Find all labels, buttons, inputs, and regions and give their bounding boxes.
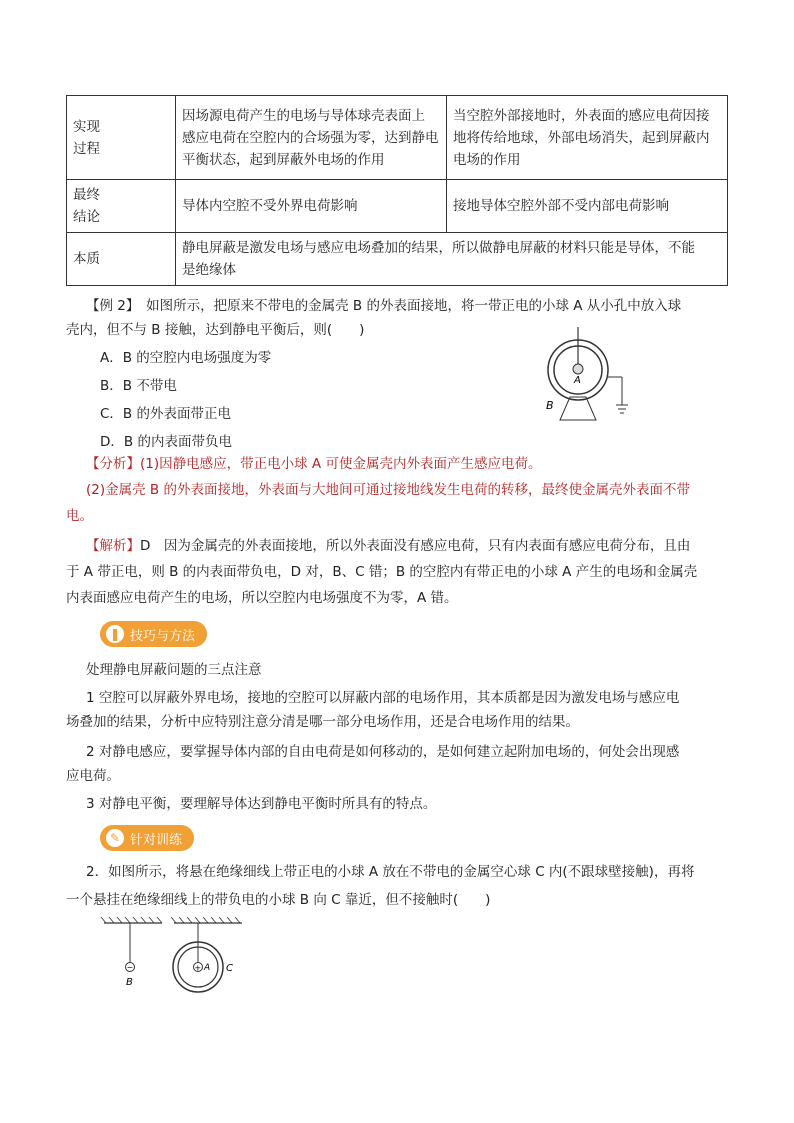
cell [176,233,728,286]
label-line: 实现 [73,118,100,135]
tip-point: 3 对静电平衡，要理解导体达到静电平衡时所具有的特点。 [86,796,437,812]
tip-point: 2 对静电感应，要掌握导体内部的自由电荷是如何移动的，是如何建立起附加电场的，何处会出现感 [86,744,680,760]
label-b: B [546,399,554,412]
cell-line: 因场源电荷产生的电场与导体球壳表面上 [182,107,425,124]
pencil-icon: ✎ [106,829,124,847]
cell-line: 当空腔外部接地时，外表面的感应电荷因接 [453,107,710,124]
cell: 导体内空腔不受外界电荷影响 [176,180,447,233]
label-line: 过程 [73,140,100,157]
table-row [67,96,728,180]
label-b: B [126,977,133,988]
solution-text: D 因为金属壳的外表面接地，所以外表面没有感应电荷，只有内表面有感应电荷分布，且由 [140,538,691,554]
table-row [67,180,728,233]
cell-line: 感应电荷在空腔内的合场强为零，达到静电 [182,129,439,146]
analysis-line: (2)金属壳 B 的外表面接地，外表面与大地间可通过接地线发生电荷的转移，最终使金属壳外表面不带 [86,482,690,498]
example-stem: 【例 2】 如图所示，把原来不带电的金属壳 B 的外表面接地，将一带正电的小球 A 从小孔中放入球 [86,298,682,314]
solution-line: 内表面感应电荷产生的电场，所以空腔内电场强度不为零，A 错。 [66,590,458,606]
analysis-tag: 【分析】 [86,456,140,472]
analysis-text: (1)因静电感应，带正电小球 A 可使金属壳内外表面产生感应电荷。 [140,456,542,472]
tip-point: 场叠加的结果，分析中应特别注意分清是哪一部分电场作用，还是合电场作用的结果。 [66,714,579,730]
example-stem: 壳内，但不与 B 接触，达到静电平衡后，则( ) [66,322,365,338]
tip-point: 1 空腔可以屏蔽外界电场，接地的空腔可以屏蔽内部的电场作用，其本质都是因为激发电场与感应电 [86,690,680,706]
option-b: B．B 不带电 [100,378,177,394]
training-figure [96,915,256,1005]
label-c: C [226,963,233,974]
tips-title: 处理静电屏蔽问题的三点注意 [86,662,262,678]
solution-line [86,536,690,556]
cell-line: 是绝缘体 [182,262,236,278]
cell-line: 地将传给地球，外部电场消失，起到屏蔽内 [453,129,710,146]
analysis-line: 电。 [66,508,93,524]
option-a: A．B 的空腔内电场强度为零 [100,350,272,366]
table-row [67,233,728,286]
label-a: A [574,375,581,386]
solution-tag: 【解析】 [86,538,140,554]
training-badge-label: 针对训练 [130,832,183,848]
shell-figure [540,325,640,425]
tips-badge-label: 技巧与方法 [130,628,196,644]
row-label [67,180,176,233]
label-line: 最终 [73,187,100,203]
cell [447,96,728,180]
cell-line: 平衡状态，起到屏蔽外电场的作用 [182,151,385,168]
svg-text:+: + [194,963,202,973]
row-label: 本质 [67,233,176,286]
cell-line: 静电屏蔽是激发电场与感应电场叠加的结果，所以做静电屏蔽的材料只能是导体，不能 [182,240,695,256]
option-c: C．B 的外表面带正电 [100,406,231,422]
option-d: D．B 的内表面带负电 [100,434,232,450]
cell-line: 电场的作用 [453,151,521,168]
book-icon: ❚ [106,625,124,643]
label-a: A [204,963,211,973]
solution-line: 于 A 带正电，则 B 的内表面带负电，D 对，B、C 错；B 的空腔内有带正电的小球 A 产生的电场和金属壳 [66,564,698,580]
svg-text:−: − [126,963,134,972]
question-line: 一个悬挂在绝缘细线上的带负电的小球 B 向 C 靠近，但不接触时( ) [66,892,491,908]
question-line: 2．如图所示，将悬在绝缘细线上带正电的小球 A 放在不带电的金属空心球 C 内(不跟球壁接触)，再将 [86,864,695,880]
row-label [67,96,176,180]
tip-point: 应电荷。 [66,768,120,784]
comparison-table [66,95,728,286]
cell [176,96,447,180]
training-badge [100,825,194,851]
tips-badge [100,621,207,647]
label-line: 结论 [73,209,100,225]
cell: 接地导体空腔外部不受内部电荷影响 [447,180,728,233]
analysis-line [86,454,541,474]
